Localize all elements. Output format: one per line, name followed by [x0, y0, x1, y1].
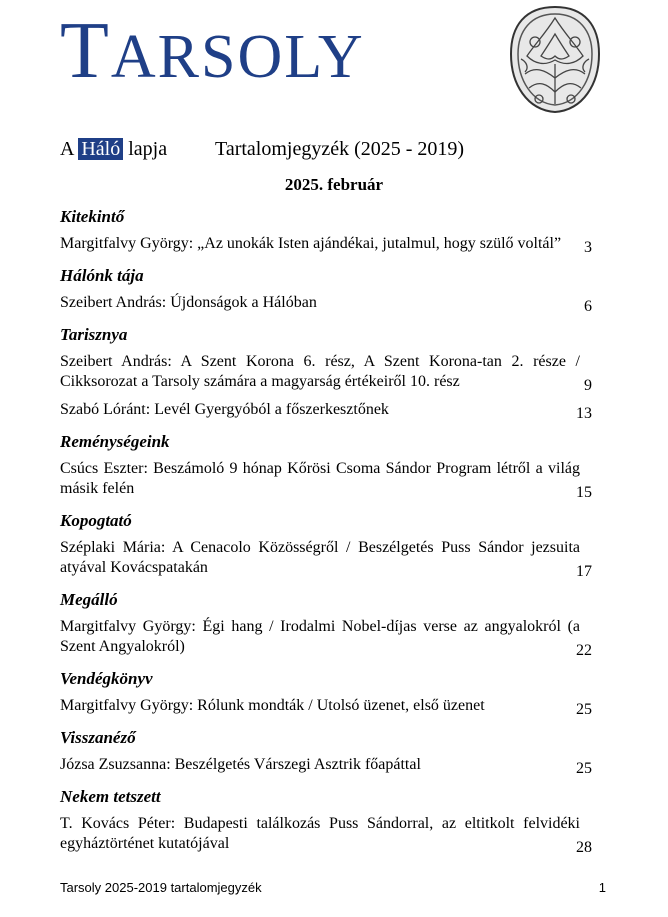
toc-entry [60, 617, 608, 657]
entry-text: Széplaki Mária: A Cenacolo Közösségről / Beszélgetés Puss Sándor jezsuita atyával Kovácspatakán [60, 539, 580, 576]
section-title: Tarisznya [60, 325, 128, 344]
halo-suffix: lapja [128, 138, 168, 160]
entry-text: Margitfalvy György: Égi hang / Irodalmi Nobel-díjas verse az angyalokról (a Szent Angyalokról) [60, 618, 580, 655]
entry-text: Szabó Lóránt: Levél Gyergyóból a főszerkesztőnek [60, 401, 389, 418]
entry-text: Margitfalvy György: Rólunk mondták / Utolsó üzenet, első üzenet [60, 697, 485, 714]
section-title: Kopogtató [60, 511, 132, 530]
toc-entry [60, 234, 608, 254]
section-title: Kitekintő [60, 207, 125, 226]
entry-page-number: 6 [584, 298, 592, 315]
section-title: Nekem tetszett [60, 787, 161, 806]
masthead-title [60, 6, 365, 97]
toc-entry [60, 293, 608, 313]
masthead-initial: T [60, 7, 111, 95]
toc-entry [60, 400, 608, 420]
entry-page-number: 13 [576, 405, 592, 422]
entry-page-number: 25 [576, 760, 592, 777]
section-title: Vendégkönyv [60, 669, 153, 688]
entry-text: Józsa Zsuzsanna: Beszélgetés Várszegi Asztrik főapáttal [60, 756, 421, 773]
toc-title: Tartalomjegyzék (2025 - 2019) [215, 138, 465, 160]
masthead-rest: ARSOLY [110, 23, 365, 91]
entry-text: Szeibert András: A Szent Korona 6. rész, A Szent Korona-tan 2. része / Cikksorozat a Tarsoly számára a magyarság értékeiről 10. rész [60, 353, 580, 390]
tarsoly-ornament-icon [505, 4, 605, 116]
entry-text: Szeibert András: Újdonságok a Hálóban [60, 294, 317, 311]
footer-page-number: 1 [598, 880, 606, 895]
issue-date: 2025. február [284, 175, 384, 194]
toc-entry [60, 538, 608, 578]
toc-entry [60, 814, 608, 854]
entry-page-number: 9 [584, 377, 592, 394]
toc-entry [60, 352, 608, 392]
footer-title: Tarsoly 2025-2019 tartalomjegyzék [60, 880, 262, 895]
entry-text: Csúcs Eszter: Beszámoló 9 hónap Kőrösi Csoma Sándor Program létről a világ másik felén [60, 460, 580, 497]
section-title: Megálló [60, 590, 118, 609]
halo-prefix: A [60, 138, 74, 160]
toc-entry [60, 459, 608, 499]
footer [60, 880, 606, 895]
entry-page-number: 28 [576, 839, 592, 856]
entry-page-number: 3 [584, 239, 592, 256]
toc-entry [60, 696, 608, 716]
section-title: Reménységeink [60, 432, 170, 451]
section-title: Visszanéző [60, 728, 136, 747]
halo-highlight: Háló [78, 138, 123, 160]
entry-page-number: 15 [576, 484, 592, 501]
toc-sections [60, 203, 608, 862]
section-title: Hálónk tája [60, 266, 144, 285]
entry-text: Margitfalvy György: „Az unokák Isten ajándékai, jutalmul, hogy szülő voltál” [60, 235, 562, 252]
subheading [60, 138, 465, 161]
toc-entry [60, 755, 608, 775]
entry-text: T. Kovács Péter: Budapesti találkozás Puss Sándorral, az eltitkolt felvidéki egyháztörténet kutatójával [60, 815, 580, 852]
entry-page-number: 22 [576, 642, 592, 659]
entry-page-number: 17 [576, 563, 592, 580]
entry-page-number: 25 [576, 701, 592, 718]
